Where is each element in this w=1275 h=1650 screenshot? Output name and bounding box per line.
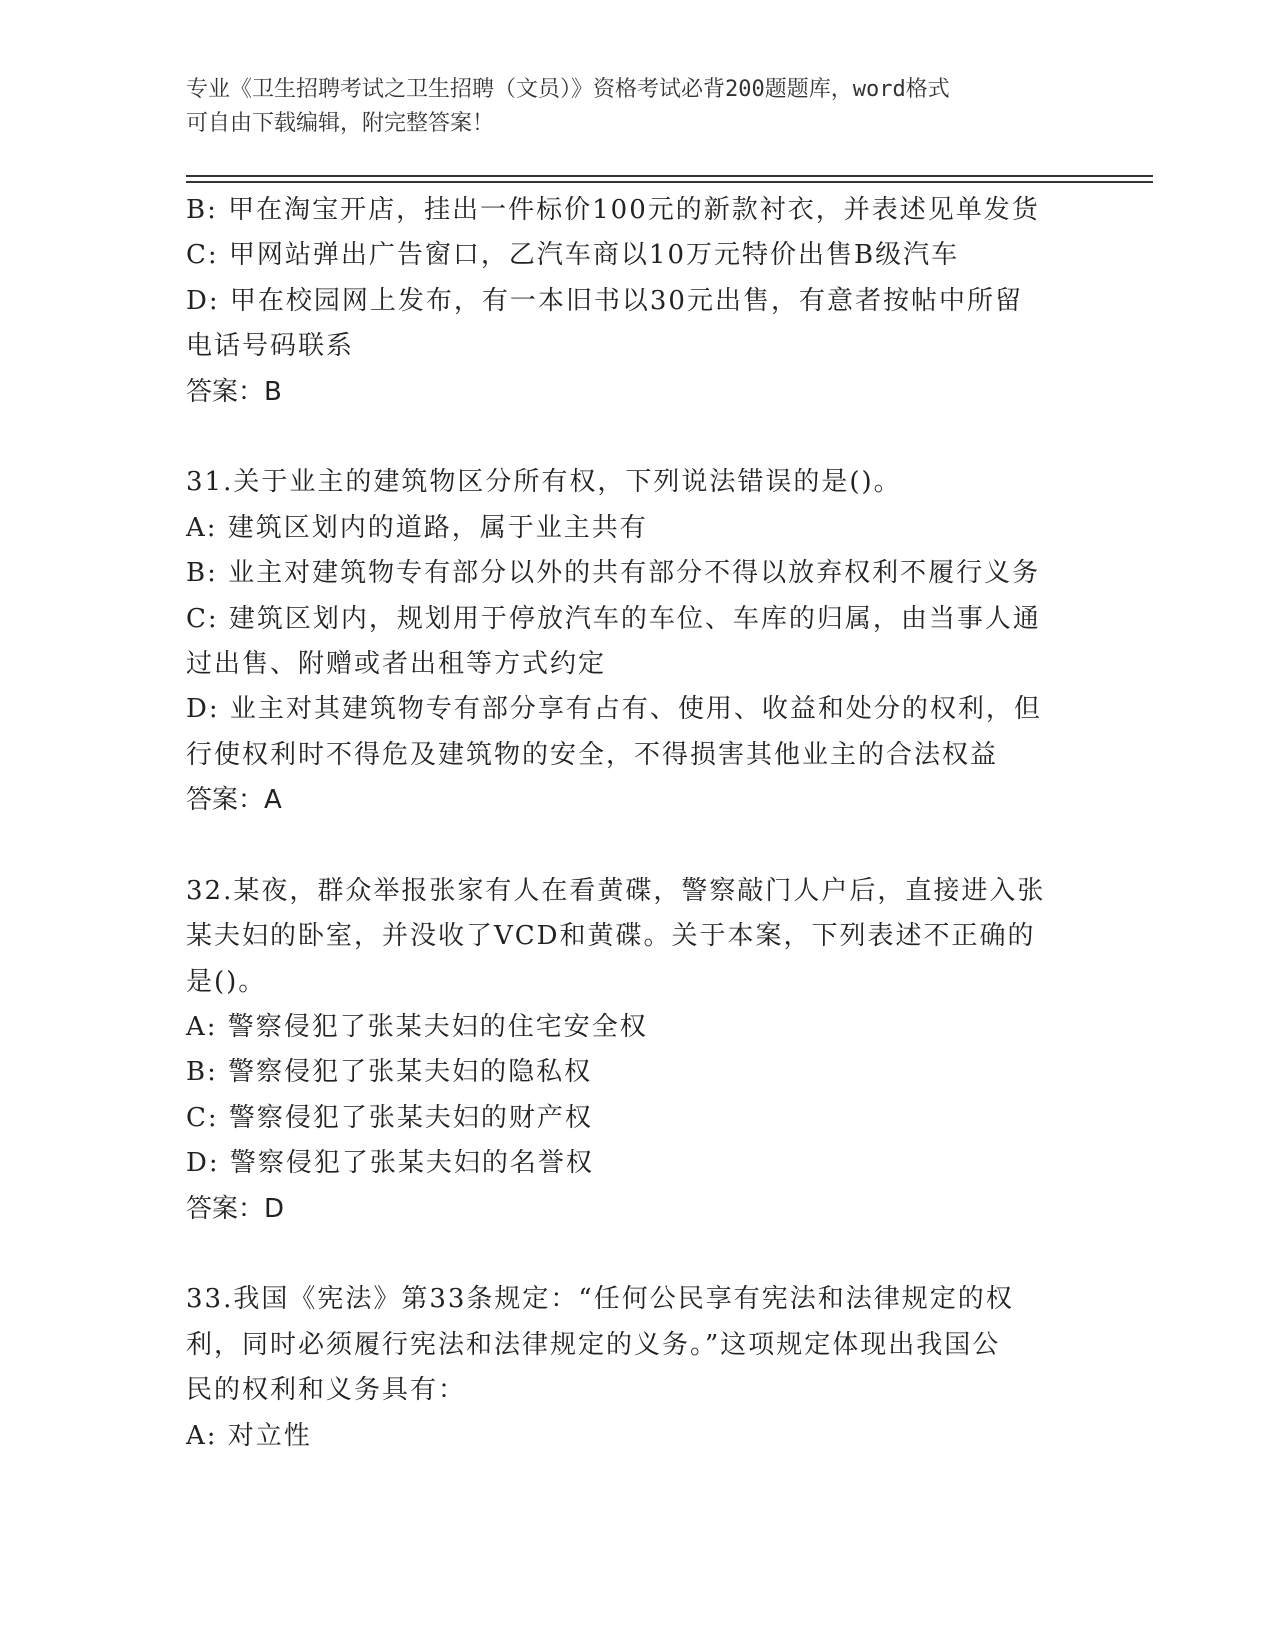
q32-option-a: A: 警察侵犯了张某夫妇的住宅安全权 [186, 1012, 648, 1043]
header-line-2: 可自由下载编辑，附完整答案！ [186, 111, 495, 136]
question-31 [186, 460, 1086, 823]
q32-answer: 答案：D [186, 1193, 285, 1224]
spacer [186, 1232, 1086, 1277]
spacer [186, 823, 1086, 868]
q31-answer: 答案：A [186, 785, 282, 816]
q31-option-b: B: 业主对建筑物专有部分以外的共有部分不得以放弃权利不履行义务 [186, 558, 1041, 589]
q31-option-d-line-2: 行使权利时不得危及建筑物的安全，不得损害其他业主的合法权益 [186, 739, 999, 770]
q31-option-c-line-1: C: 建筑区划内，规划用于停放汽车的车位、车库的归属，由当事人通 [186, 603, 1041, 634]
header-divider-bottom [186, 181, 1153, 183]
q32-stem-line-2: 某夫妇的卧室，并没收了VCD和黄碟。关于本案，下列表述不正确的 [186, 921, 1036, 952]
spacer [186, 415, 1086, 460]
q30-option-c: C: 甲网站弹出广告窗口，乙汽车商以10万元特价出售B级汽车 [186, 240, 960, 271]
q31-stem: 31.关于业主的建筑物区分所有权，下列说法错误的是()。 [186, 467, 902, 498]
q30-option-b: B: 甲在淘宝开店，挂出一件标价100元的新款衬衣，并表述见单发货 [186, 195, 1040, 225]
header-divider-top [186, 175, 1153, 177]
header-line-1: 专业《卫生招聘考试之卫生招聘（文员）》资格考试必背200题题库，word格式 [186, 77, 950, 102]
q32-option-b: B: 警察侵犯了张某夫妇的隐私权 [186, 1057, 593, 1088]
q32-option-c: C: 警察侵犯了张某夫妇的财产权 [186, 1102, 593, 1133]
q32-stem-line-3: 是()。 [186, 966, 267, 997]
q33-stem-line-3: 民的权利和义务具有： [186, 1375, 467, 1406]
q33-stem-line-2: 利，同时必须履行宪法和法律规定的义务。”这项规定体现出我国公 [186, 1329, 1001, 1360]
document-body [186, 188, 1086, 1459]
q33-stem-line-1: 33.我国《宪法》第33条规定：“任何公民享有宪法和法律规定的权 [186, 1284, 1014, 1315]
document-header [186, 73, 1066, 141]
q32-stem-line-1: 32.某夜，群众举报张家有人在看黄碟，警察敲门人户后，直接进入张 [186, 875, 1046, 906]
q31-option-c-line-2: 过出售、附赠或者出租等方式约定 [186, 648, 607, 679]
q31-option-a: A: 建筑区划内的道路，属于业主共有 [186, 512, 648, 543]
q33-option-a: A: 对立性 [186, 1420, 312, 1451]
q30-option-d-line-2: 电话号码联系 [186, 331, 355, 362]
question-30 [186, 188, 1086, 415]
q30-answer: 答案：B [186, 376, 282, 407]
q31-option-d-line-1: D: 业主对其建筑物专有部分享有占有、使用、收益和处分的权利，但 [186, 694, 1042, 725]
q32-option-d: D: 警察侵犯了张某夫妇的名誉权 [186, 1148, 594, 1179]
question-32 [186, 869, 1086, 1232]
question-33 [186, 1277, 1086, 1459]
q30-option-d-line-1: D: 甲在校园网上发布，有一本旧书以30元出售，有意者按帖中所留 [186, 285, 1023, 316]
